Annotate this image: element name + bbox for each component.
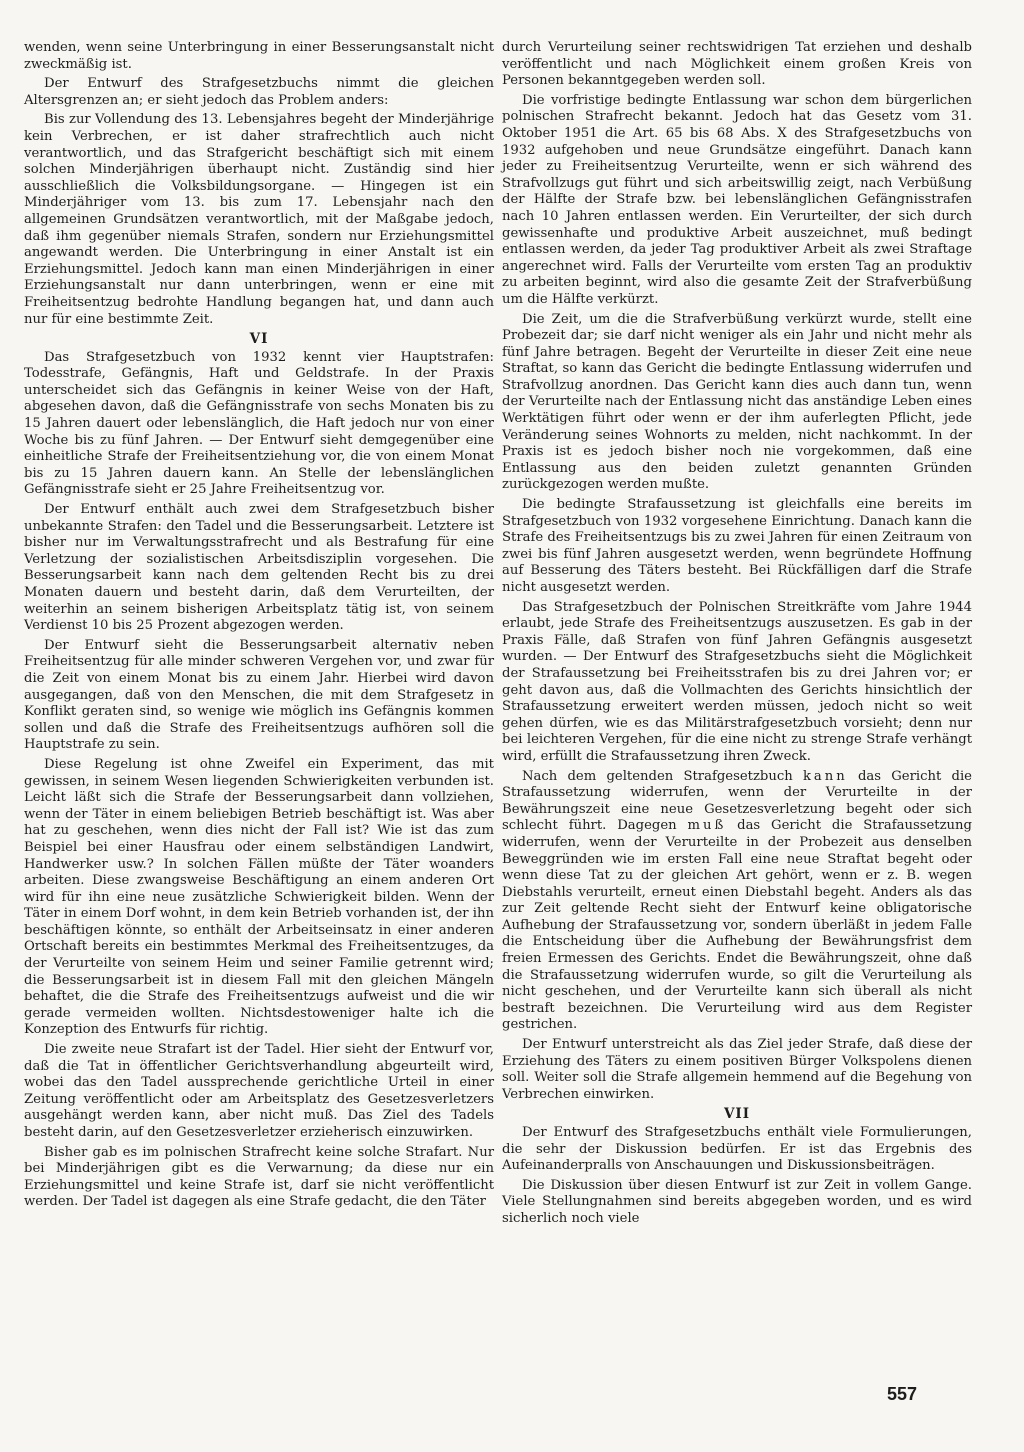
paragraph: Die vorfristige bedingte Entlassung war schon dem bürgerlichen polnischen Strafrecht bekannt. Jedoch hat das Gesetz vom 31. Oktober 1951 die Art. 65 bis 68 Abs. X des Strafgesetzbuchs von 1932 aufgehoben und neue Grundsätze eingeführt. Danach kann jeder zu Freiheitsentzug Verurteilte, wenn er sich während des Strafvollzugs gut führt und sich arbeitswillig zeigt, nach Verbüßung der Hälfte der Strafe bzw. bei lebenslänglichen Gefängnisstrafen nach 10 Jahren entlassen werden. Ein Verurteilter, der sich durch gewissenhafte und produktive Arbeit auszeichnet, muß bedingt entlassen werden, da jeder Tag produktiver Arbeit als zwei Straftage angerechnet wird. Falls der Verurteilte vom ersten Tag an produktiv zu arbeiten beginnt, wird also die gesamte Zeit der Strafverbüßung um die Hälfte verkürzt. [502, 92, 972, 307]
emphasis-text: kann [802, 768, 848, 784]
paragraph: Der Entwurf des Strafgesetzbuchs nimmt die gleichen Altersgrenzen an; er sieht jedoch das Problem anders: [24, 76, 494, 108]
right-column [502, 40, 972, 1231]
paragraph: Die bedingte Strafaussetzung ist gleichfalls eine bereits im Strafgesetzbuch von 1932 vorgesehene Einrichtung. Danach kann die Strafe des Freiheitsentzugs bis zu zwei Jahren für einen Zeitraum von zwei bis fünf Jahren ausgesetzt werden, wenn begründete Hoffnung auf Besserung des Täters besteht. Bei Rückfälligen darf die Strafe nicht ausgesetzt werden. [502, 497, 972, 595]
paragraph: Der Entwurf sieht die Besserungsarbeit alternativ neben Freiheitsentzug für alle minder schweren Vergehen vor, und zwar für die Zeit von einem Monat bis zu einem Jahr. Hierbei wird davon ausgegangen, daß von den Menschen, die mit dem Strafgesetz in Konflikt geraten sind, so wenige wie möglich ins Gefängnis kommen sollen und daß die Strafe des Freiheitsentzugs aufhören soll die Hauptstrafe zu sein. [24, 637, 494, 753]
paragraph: Das Strafgesetzbuch der Polnischen Streitkräfte vom Jahre 1944 erlaubt, jede Strafe des Freiheitsentzugs auszusetzen. Es gab in der Praxis Fälle, daß Strafen von fünf Jahren Gefängnis ausgesetzt wurden. — Der Entwurf des Strafgesetzbuchs sieht die Möglichkeit der Strafaussetzung bei Freiheitsstrafen bis zu drei Jahren vor; er geht davon aus, daß die Vollmachten des Gerichts hinsichtlich der Strafaussetzung erweitert werden müssen, jedoch nicht so weit gehen dürfen, wie es das Militärstrafgesetzbuch vorsieht; denn nur bei leichteren Vergehen, für die eine nicht zu strenge Strafe verhängt wird, erfüllt die Strafaussetzung ihren Zweck. [502, 599, 972, 764]
paragraph: Bisher gab es im polnischen Strafrecht keine solche Strafart. Nur bei Minderjährigen gibt es die Verwarnung; da diese nur ein Erziehungsmittel und keine Strafe ist, darf sie nicht veröffentlicht werden. Der Tadel ist dagegen als eine Strafe gedacht, die den Täter [24, 1144, 494, 1210]
paragraph-text: Nach dem geltenden Strafgesetzbuch [522, 768, 803, 784]
paragraph [502, 769, 972, 1035]
section-heading: VI [249, 331, 269, 348]
paragraph: Das Strafgesetzbuch von 1932 kennt vier Hauptstrafen: Todesstrafe, Gefängnis, Haft und Geldstrafe. In der Praxis unterscheidet sich das Gefängnis in keiner Weise von der Haft, abgesehen davon, daß die Gefängnisstrafe von sechs Monaten bis zu 15 Jahren dauert oder lebenslänglich, die Haft jedoch nur von einer Woche bis zu fünf Jahren. — Der Entwurf sieht demgegenüber eine einheitliche Strafe der Freiheitsentziehung vor, die von einem Monat bis zu 15 Jahren dauern kann. An Stelle der lebenslänglichen Gefängnisstrafe sieht er 25 Jahre Freiheitsentzug vor. [24, 349, 494, 498]
paragraph: Die Diskussion über diesen Entwurf ist zur Zeit in vollem Gange. Viele Stellungnahmen sind bereits abgegeben worden, und es wird sicherlich noch viele [502, 1177, 972, 1226]
paragraph: Die Zeit, um die die Strafverbüßung verkürzt wurde, stellt eine Probezeit dar; sie darf nicht weniger als ein Jahr und nicht mehr als fünf Jahre betragen. Begeht der Verurteilte in dieser Zeit eine neue Straftat, so kann das Gericht die bedingte Entlassung widerrufen und Strafvollzug anordnen. Das Gericht kann dies auch dann tun, wenn der Verurteilte nach der Entlassung nicht das anständige Leben eines Werktätigen führt oder wenn er der ihm auferlegten Pflicht, jede Veränderung seines Wohnorts zu melden, nicht nachkommt. In der Praxis ist es jedoch bisher noch nie vorgekommen, daß eine Entlassung aus den beiden zuletzt genannten Gründen zurückgezogen werden mußte. [502, 311, 972, 493]
paragraph: durch Verurteilung seiner rechtswidrigen Tat erziehen und deshalb veröffentlicht und nach Möglichkeit einem großen Kreis von Personen bekanntgegeben werden soll. [502, 40, 972, 89]
paragraph: Der Entwurf des Strafgesetzbuchs enthält viele Formulierungen, die sehr der Diskussion bedürfen. Er ist das Ergebnis des Aufeinanderpralls von Anschauungen und Diskussionsbeiträgen. [502, 1125, 972, 1174]
paragraph: Der Entwurf unterstreicht als das Ziel jeder Strafe, daß diese der Erziehung des Täters zu einem positiven Bürger Volkspolens dienen soll. Weiter soll die Strafe allgemein hemmend auf die Begehung von Verbrechen einwirken. [502, 1037, 972, 1102]
section-heading: VII [723, 1106, 751, 1123]
left-column [24, 40, 494, 1214]
emphasis-text: muß [687, 818, 727, 834]
paragraph: Bis zur Vollendung des 13. Lebensjahres begeht der Minderjährige kein Verbrechen, er ist daher strafrechtlich auch nicht verantwortlich, und das Strafgericht beschäftigt sich mit einem solchen Minderjährigen überhaupt nicht. Zuständig sind hier ausschließlich die Volksbildungsorgane. — Hingegen ist ein Minderjähriger vom 13. bis zum 17. Lebensjahr nach den allgemeinen Grundsätzen verantwortlich, mit der Maßgabe jedoch, daß ihm gegenüber niemals Strafen, sondern nur Erziehungsmittel angewandt werden. Die Unterbringung in einer Anstalt ist ein Erziehungsmittel. Jedoch kann man einen Minderjährigen in einer Erziehungsanstalt nur dann unterbringen, wenn er eine mit Freiheitsentzug bedrohte Handlung begangen hat, und dann auch nur für eine bestimmte Zeit. [24, 112, 494, 327]
paragraph-text: das Gericht die Strafaussetzung widerrufen, wenn der Verurteilte in der Bewährungszeit eine neue Gesetzesverletzung begeht oder sich schlecht führt. Dagegen [502, 768, 972, 834]
page-number: 557 [887, 1384, 918, 1404]
paragraph-text: das Gericht die Strafaussetzung widerrufen, wenn der Verurteilte in der Probezeit aus denselben Beweggründen wie im ersten Fall eine neue Straftat begeht oder wenn diese Tat zu der gleichen Art gehört, wenn er z. B. wegen Diebstahls verurteilt, erneut einen Diebstahl begeht. Anders als das zur Zeit geltende Recht sieht der Entwurf keine obligatorische Aufhebung der Strafaussetzung vor, sondern überläßt in jedem Falle die Entscheidung über die Aufhebung der Bewährungsfrist dem freien Ermessen des Gerichts. Endet die Bewährungszeit, ohne daß die Strafaussetzung widerrufen wurde, so gilt die Verurteilung als nicht geschehen, und der Verurteilte kann sich überall als nicht bestraft bezeichnen. Die Verurteilung wird aus dem Register gestrichen. [502, 818, 972, 1033]
paragraph: wenden, wenn seine Unterbringung in einer Besserungsanstalt nicht zweckmäßig ist. [24, 40, 494, 72]
paragraph: Diese Regelung ist ohne Zweifel ein Experiment, das mit gewissen, in seinem Wesen liegenden Schwierigkeiten verbunden ist. Leicht läßt sich die Strafe der Besserungsarbeit dann vollziehen, wenn der Täter in einem beliebigen Betrieb beschäftigt ist. Was aber hat zu geschehen, wenn dies nicht der Fall ist? Wie ist das zum Beispiel bei einer Hausfrau oder einem selbständigen Landwirt, Handwerker usw.? In solchen Fällen müßte der Täter woanders arbeiten. Diese zwangsweise Beschäftigung an einem anderen Ort wird für ihn eine neue zusätzliche Schwierigkeit bilden. Wenn der Täter in einem Dorf wohnt, in dem kein Betrieb vorhanden ist, der ihn beschäftigen könnte, so enthält der Arbeitseinsatz in einer anderen Ortschaft bereits ein bestimmtes Merkmal des Freiheitsentzuges, da der Verurteilte von seinem Heim und seiner Familie getrennt wird; die Besserungsarbeit ist in diesem Fall mit den gleichen Mängeln behaftet, die die Strafe des Freiheitsentzugs aufweist und die wir gerade vermeiden wollten. Nichtsdestoweniger halte ich die Konzeption des Entwurfs für richtig. [24, 756, 494, 1038]
paragraph: Die zweite neue Strafart ist der Tadel. Hier sieht der Entwurf vor, daß die Tat in öffentlicher Gerichtsverhandlung abgeurteilt wird, wobei das den Tadel aussprechende gerichtliche Urteil in einer Zeitung veröffentlicht oder am Arbeitsplatz des Gesetzesverletzers ausgehängt werden kann, aber nicht muß. Das Ziel des Tadels besteht darin, auf den Gesetzesverletzer erzieherisch einzuwirken. [24, 1042, 494, 1140]
paragraph: Der Entwurf enthält auch zwei dem Strafgesetzbuch bisher unbekannte Strafen: den Tadel und die Besserungsarbeit. Letztere ist bisher nur im Verwaltungsstrafrecht und als Bestrafung für eine Verletzung der sozialistischen Arbeitsdisziplin vorgesehen. Die Besserungsarbeit kann nach dem geltenden Recht bis zu drei Monaten dauern und besteht darin, daß dem Verurteilten, der weiterhin an seinem bisherigen Arbeitsplatz tätig ist, von seinem Verdienst 10 bis 25 Prozent abgezogen werden. [24, 502, 494, 634]
